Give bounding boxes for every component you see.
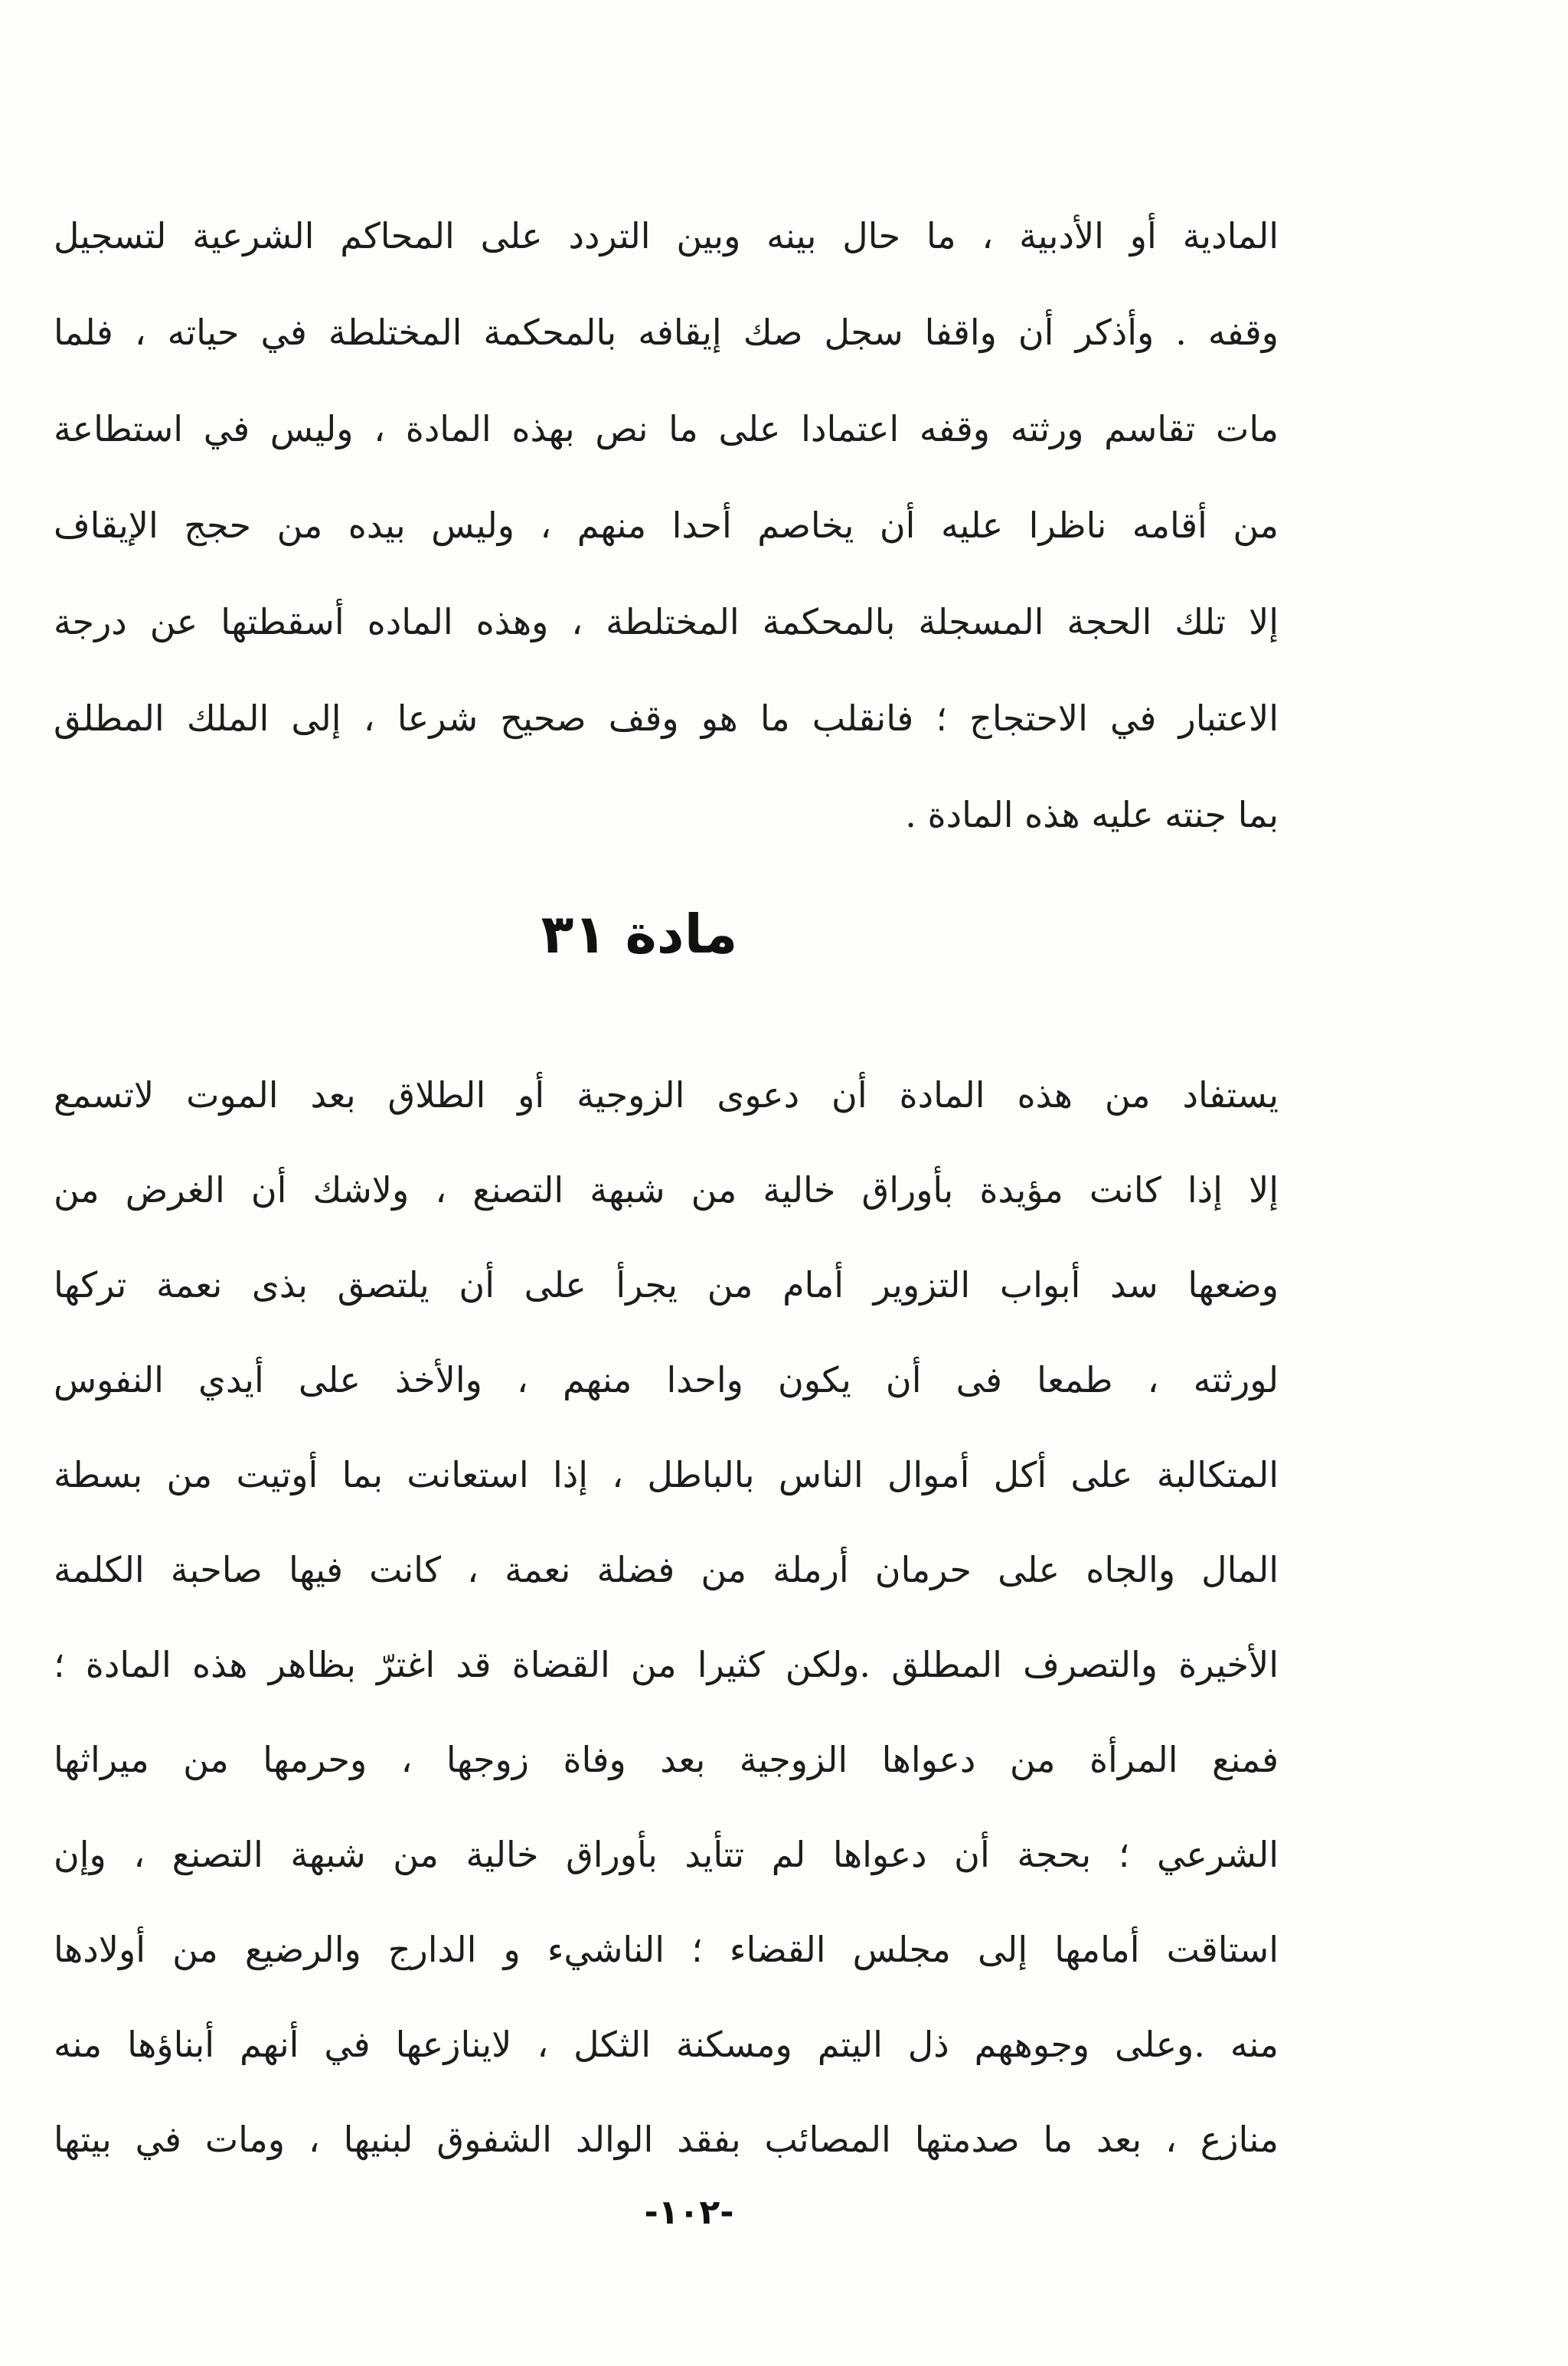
text-line: منه .وعلى وجوههم ذل اليتم ومسكنة الثكل ، لاينازعها في أنهم أبناؤها منه <box>54 2024 1279 2065</box>
text-line: منازع ، بعد ما صدمتها المصائب بفقد الوالد الشفوق لبنيها ، ومات في بيتها <box>54 2119 1279 2160</box>
text-line: يستفاد من هذه المادة أن دعوى الزوجية أو الطلاق بعد الموت لاتسمع <box>54 1074 1279 1116</box>
paragraph-article-31 <box>54 1072 1279 2211</box>
text-line: الاعتبار في الاحتجاج ؛ فانقلب ما هو وقف صحيح شرعا ، إلى الملك المطلق <box>54 698 1279 739</box>
text-line: فمنع المرأة من دعواها الزوجية بعد وفاة زوجها ، وحرمها من ميراثها <box>54 1739 1279 1780</box>
text-line: إلا إذا كانت مؤيدة بأوراق خالية من شبهة التصنع ، ولاشك أن الغرض من <box>54 1169 1279 1211</box>
text-line: مات تقاسم ورثته وقفه اعتمادا على ما نص بهذه المادة ، وليس في استطاعة <box>54 408 1279 449</box>
text-line: لورثته ، طمعا فى أن يكون واحدا منهم ، والأخذ على أيدي النفوس <box>54 1359 1279 1400</box>
text-line: وقفه . وأذكر أن واقفا سجل صك إيقافه بالمحكمة المختلطة في حياته ، فلما <box>54 312 1279 353</box>
text-line: المادية أو الأدبية ، ما حال بينه وبين التردد على المحاكم الشرعية لتسجيل <box>54 215 1279 257</box>
text-line: وضعها سد أبواب التزوير أمام من يجرأ على أن يلتصق بذى نعمة تركها <box>54 1264 1279 1306</box>
text-line: المتكالبة على أكل أموال الناس بالباطل ، إذا استعانت بما أوتيت من بسطة <box>54 1454 1279 1495</box>
text-line: من أقامه ناظرا عليه أن يخاصم أحدا منهم ، وليس بيده من حجج الإيقاف <box>54 505 1279 546</box>
text-line: استاقت أمامها إلى مجلس القضاء ؛ الناشيء و الدارج والرضيع من أولادها <box>54 1929 1279 1970</box>
text-line: المال والجاه على حرمان أرملة من فضلة نعمة ، كانت فيها صاحبة الكلمة <box>54 1549 1279 1590</box>
page-number: -١٠٢- <box>644 2193 734 2232</box>
paragraph-continuation <box>54 213 1279 888</box>
article-heading: مادة ٣١ <box>541 903 738 966</box>
text-line: إلا تلك الحجة المسجلة بالمحكمة المختلطة ، وهذه الماده أسقطتها عن درجة <box>54 601 1279 642</box>
text-line: بما جنته عليه هذه المادة . <box>905 794 1279 835</box>
text-line: الشرعي ؛ بحجة أن دعواها لم تتأيد بأوراق خالية من شبهة التصنع ، وإن <box>54 1834 1279 1875</box>
text-line: الأخيرة والتصرف المطلق .ولكن كثيرا من القضاة قد اغترّ بظاهر هذه المادة ؛ <box>54 1644 1279 1685</box>
